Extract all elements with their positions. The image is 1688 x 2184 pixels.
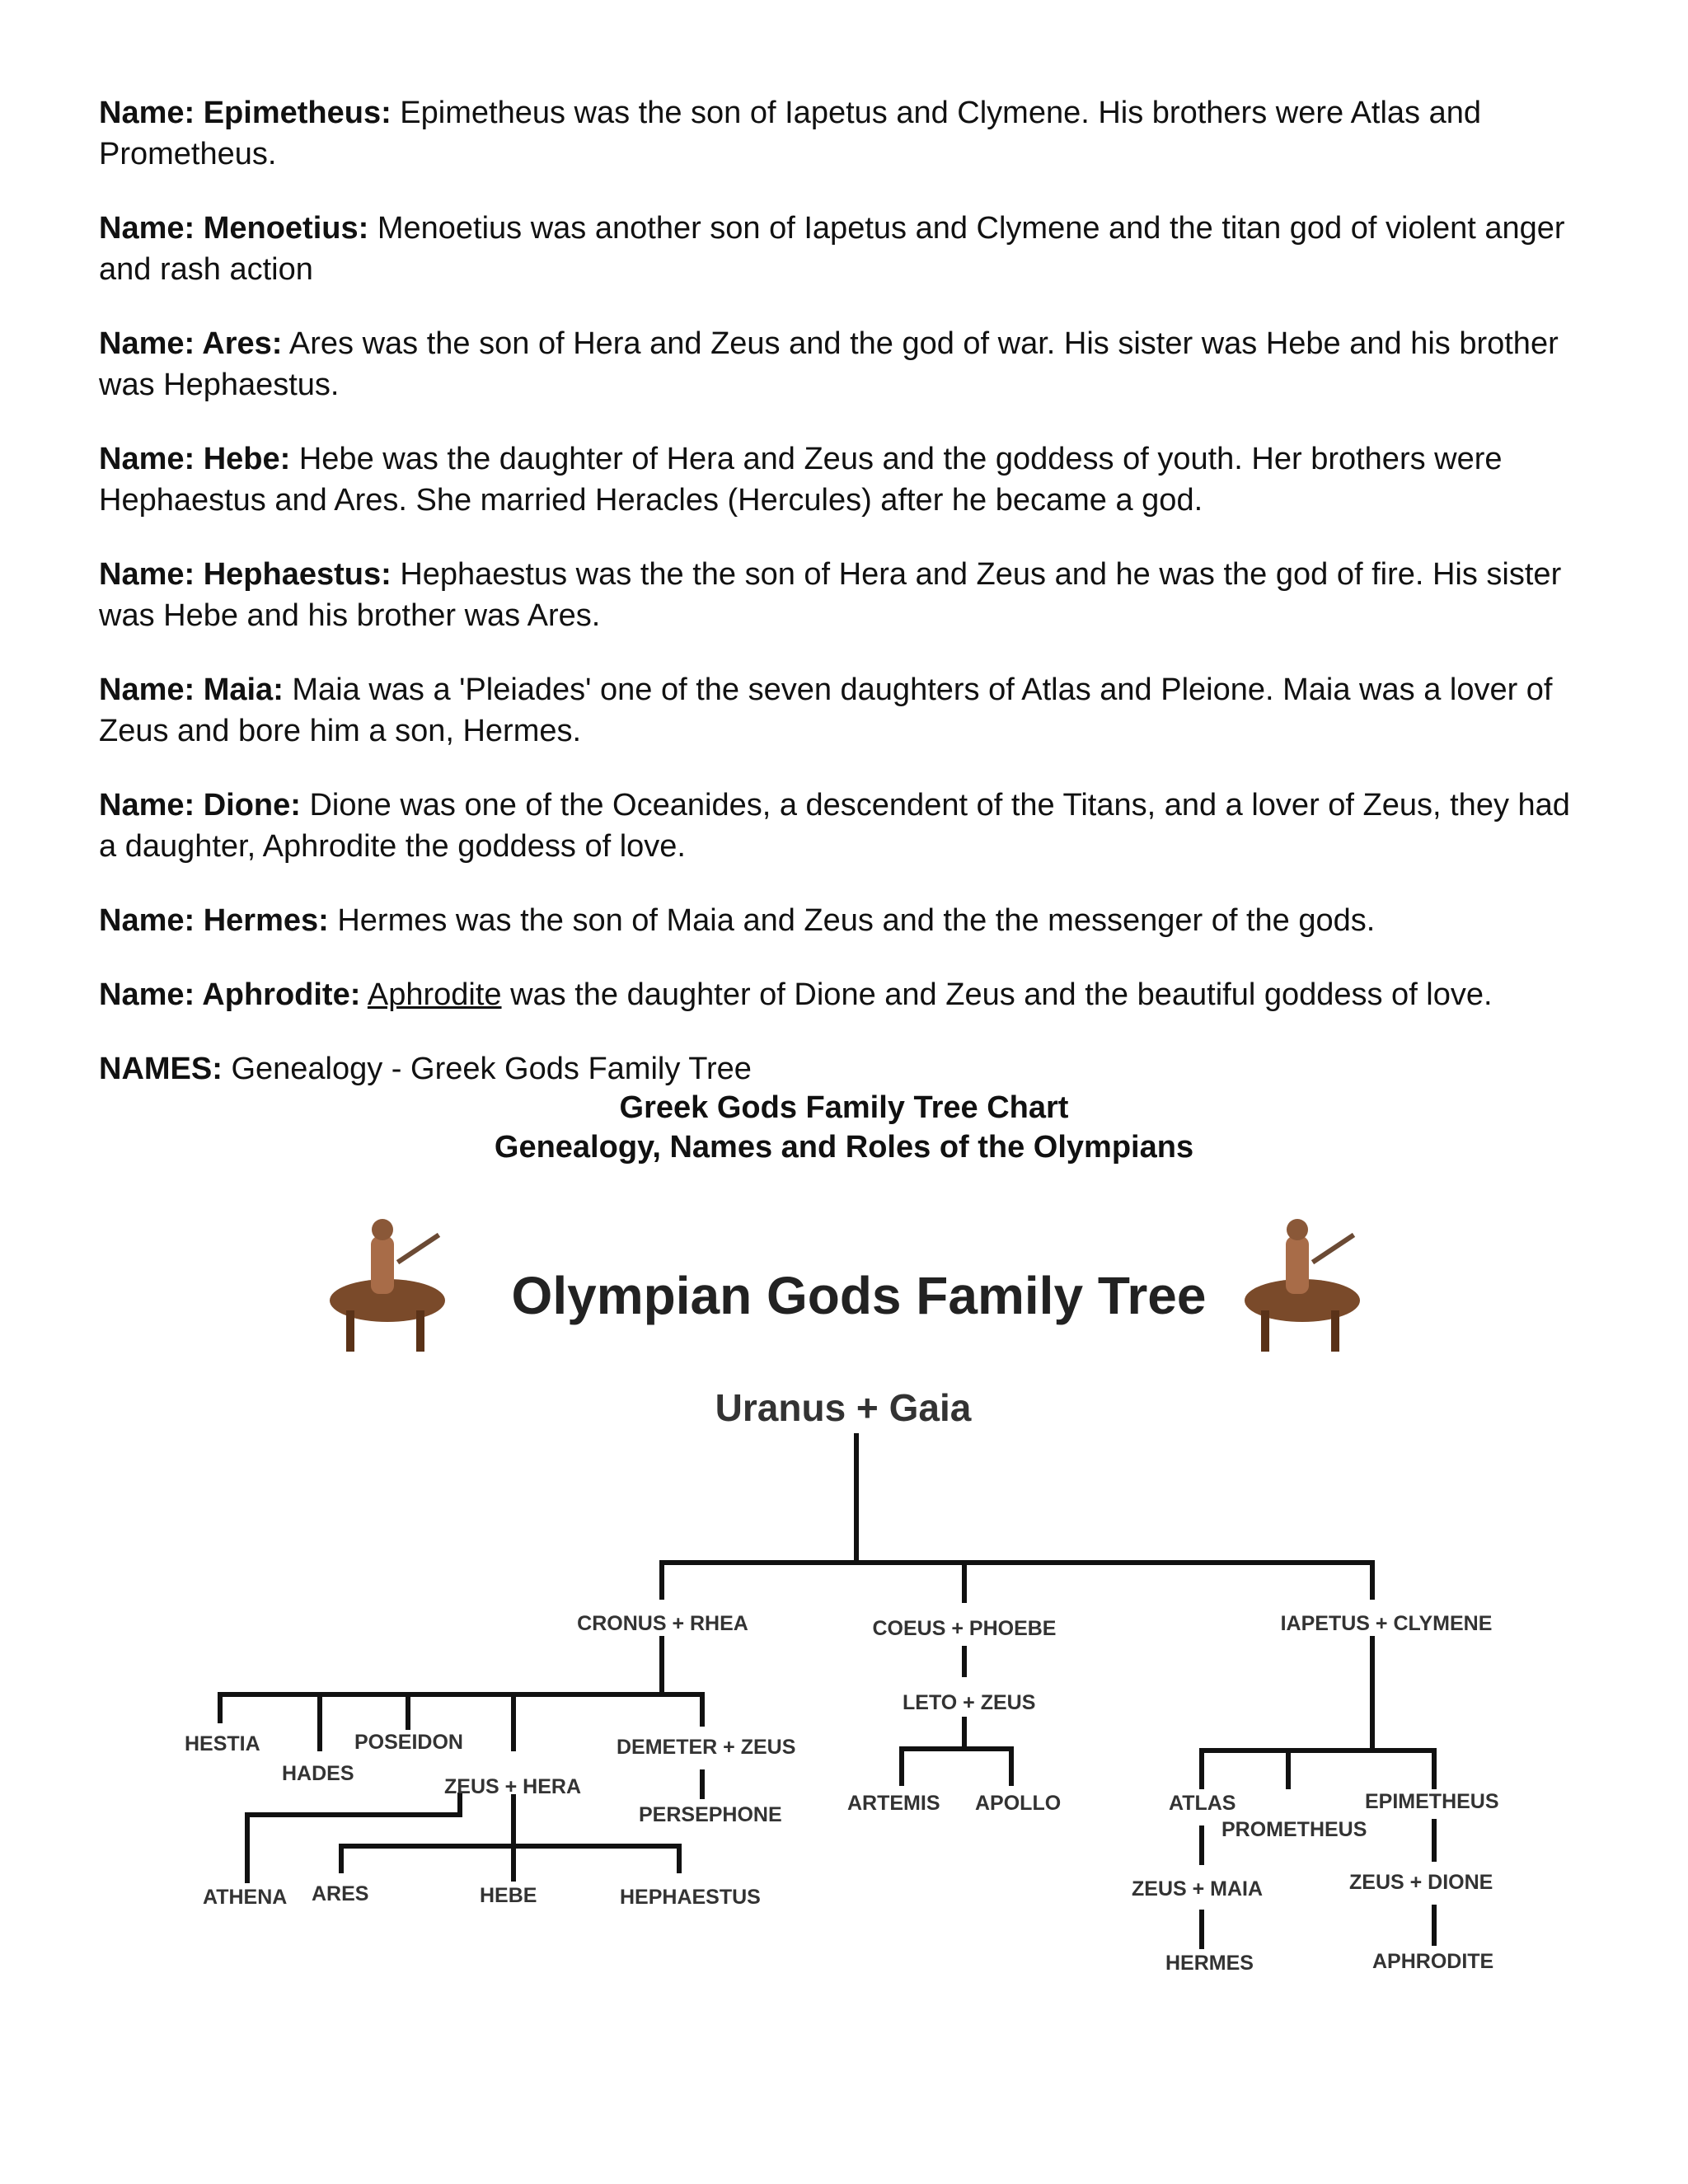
node-artemis: ARTEMIS <box>847 1792 940 1815</box>
entry-text: Hermes was the son of Maia and Zeus and the the messenger of the gods. <box>328 903 1376 938</box>
entry-text: Hebe was the daughter of Hera and Zeus and the goddess of youth. Her brothers were Hephaestus and Ares. She married Heracles (Hercules) after he became a god. <box>99 442 1503 518</box>
entry-label: Name: Hephaestus: <box>99 557 392 592</box>
node-poseidon: POSEIDON <box>354 1731 463 1754</box>
node-demeter-zeus: DEMETER + ZEUS <box>617 1736 796 1759</box>
entry-label: Name: Hebe: <box>99 442 291 476</box>
node-athena: ATHENA <box>203 1886 288 1909</box>
entry-text: was the daughter of Dione and Zeus and the beautiful goddess of love. <box>501 977 1493 1012</box>
node-persephone: PERSEPHONE <box>639 1803 782 1826</box>
node-zeus-maia: ZEUS + MAIA <box>1132 1877 1264 1900</box>
node-prometheus: PROMETHEUS <box>1221 1818 1367 1841</box>
entry-text: Epimetheus was the son of Iapetus and Clymene. His brothers were Atlas and Prometheus. <box>99 96 1482 171</box>
tree-banner-title: Olympian Gods Family Tree <box>511 1266 1207 1325</box>
entry-label: Name: Dione: <box>99 788 301 823</box>
centaur-icon <box>1245 1219 1360 1352</box>
node-hermes: HERMES <box>1165 1952 1254 1975</box>
node-zeus-hera: ZEUS + HERA <box>444 1775 582 1798</box>
node-hestia: HESTIA <box>185 1732 260 1755</box>
entry-label: Name: Maia: <box>99 673 284 707</box>
node-hephaestus: HEPHAESTUS <box>620 1886 761 1909</box>
entry-text: Dione was one of the Oceanides, a descendent of the Titans, and a lover of Zeus, they had a daughter, Aphrodite the goddess of love. <box>99 788 1570 864</box>
node-atlas: ATLAS <box>1169 1792 1236 1815</box>
node-epimetheus: EPIMETHEUS <box>1365 1790 1499 1813</box>
entry-text: Hephaestus was the the son of Hera and Zeus and he was the god of fire. His sister was Hebe and his brother was Ares. <box>99 557 1562 633</box>
chart-title: Greek Gods Family Tree Chart <box>619 1090 1069 1125</box>
entry-label: Name: Epimetheus: <box>99 96 392 130</box>
centaur-icon <box>330 1219 445 1352</box>
names-text: Genealogy - Greek Gods Family Tree <box>222 1052 752 1086</box>
chart-subtitle: Genealogy, Names and Roles of the Olympians <box>494 1130 1194 1165</box>
tree-connectors <box>220 1436 1434 1947</box>
node-aphrodite: APHRODITE <box>1372 1950 1494 1973</box>
node-apollo: APOLLO <box>975 1792 1062 1815</box>
entry-text: Ares was the son of Hera and Zeus and the god of war. His sister was Hebe and his brother was Hephaestus. <box>99 326 1559 402</box>
entry-text: Menoetius was another son of Iapetus and Clymene and the titan god of violent anger and rash action <box>99 211 1565 287</box>
entry-label: Name: Hermes: <box>99 903 329 938</box>
entry-text: Maia was a 'Pleiades' one of the seven daughters of Atlas and Pleione. Maia was a lover of Zeus and bore him a son, Hermes. <box>99 673 1553 748</box>
node-iapetus-clymene: IAPETUS + CLYMENE <box>1280 1612 1493 1635</box>
names-label: NAMES: <box>99 1052 223 1086</box>
node-hades: HADES <box>282 1762 354 1785</box>
node-zeus-dione: ZEUS + DIONE <box>1349 1871 1493 1894</box>
entry-label: Name: Aphrodite: <box>99 977 361 1012</box>
entry-label: Name: Ares: <box>99 326 283 361</box>
node-leto-zeus: LETO + ZEUS <box>903 1691 1036 1714</box>
node-ares: ARES <box>312 1882 369 1905</box>
node-hebe: HEBE <box>480 1884 537 1907</box>
node-cronus-rhea: CRONUS + RHEA <box>577 1612 748 1635</box>
entry-label: Name: Menoetius: <box>99 211 369 246</box>
node-coeus-phoebe: COEUS + PHOEBE <box>872 1617 1057 1640</box>
node-uranus-gaia: Uranus + Gaia <box>715 1386 972 1429</box>
aphrodite-link[interactable]: Aphrodite <box>367 977 502 1012</box>
